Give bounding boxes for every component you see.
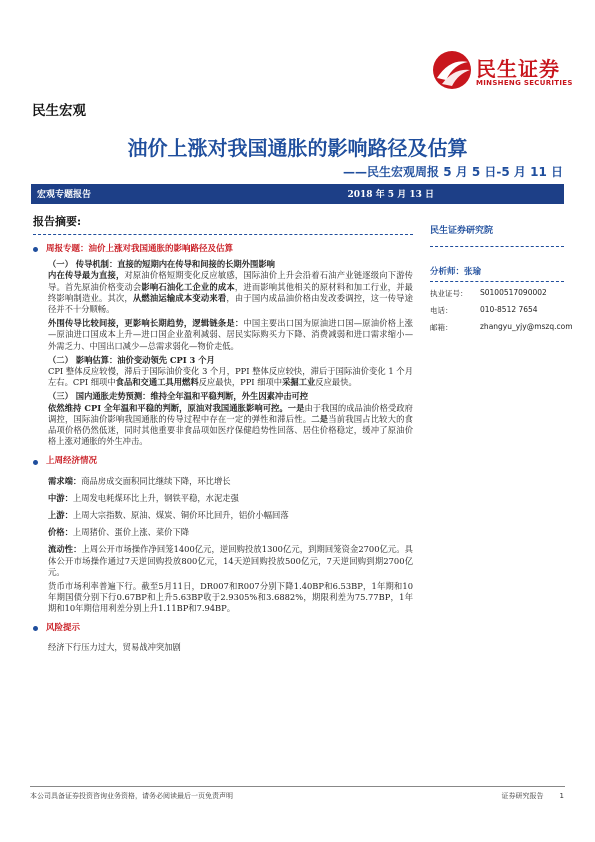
- econ-row-upstream: 上游：上周大宗指数、原油、煤炭、铜价环比回升，铝价小幅回落: [48, 510, 289, 521]
- report-type: 宏观专题报告: [37, 190, 92, 200]
- sidebar-divider: [430, 246, 564, 247]
- sidebar: [430, 223, 573, 333]
- main-content: [33, 244, 413, 656]
- brand-logo: [432, 50, 582, 98]
- econ-row-demand: 需求端：商品房成交面积同比继续下降，环比增长: [48, 475, 231, 486]
- section-economy: [33, 456, 413, 467]
- paragraph-forecast: 依然维持 CPI 全年温和平稳的判断，原油对我国通胀影响可控。一是由于我国的成品油价格受政府调控，国际油价影响我国通胀的传导过程中存在一定的弹性和滞后性。二是当前我国占比较大的食品项价格仍然低迷，同时其他重要非食品项如医疗保健趋势性回落、居住价格稳定，缓冲了原油价格上涨对通胀的外生冲击。: [48, 402, 413, 447]
- section-heading-prefix: 周报专题：: [46, 244, 89, 254]
- analyst-email[interactable]: 邮箱： zhangyu_yjy@mszq.com: [430, 322, 573, 332]
- analyst-license: 执业证号： S0100517090002: [430, 288, 547, 298]
- logo-text-cn: 民生证券: [476, 57, 560, 81]
- research-institute: 民生证券研究院: [430, 226, 494, 236]
- subheading-mechanism: （一） 传导机制：直接的短期内在传导和间接的长期外围影响: [48, 259, 275, 270]
- footer-doc-type: 证券研究报告: [501, 792, 544, 800]
- section-heading-text: 上周经济情况: [46, 456, 98, 467]
- paragraph-estimate: CPI 整体反应较慢，滞后于国际油价变化 3 个月，PPI 整体反应较快，滞后于国际油价变化 1 个月左右。CPI 细项中食品和交通工具用燃料反应最快，PPI 细项中采掘工业反应最快。: [48, 366, 413, 388]
- footer-divider: [30, 786, 565, 787]
- report-info-bar: [31, 184, 564, 204]
- logo-text-en: MINSHENG SECURITIES: [476, 79, 573, 87]
- paragraph-money-market: 货币市场利率普遍下行。截至5月11日，DR007和R007分别下降1.40BP和6.53BP，1年期和10年期国债分别下行0.67BP和上升5.63BP收于2.9305%和3.6882%，期限利差为75.77BP，1年期和10年期信用利差分别上升1.11BP和7.94BP。: [48, 581, 413, 614]
- section-risk: [33, 623, 413, 634]
- bullet-icon: [33, 626, 38, 631]
- minsheng-logo-icon: [432, 50, 472, 90]
- footer-disclaimer: 本公司具备证券投资咨询业务资格，请务必阅读最后一页免责声明: [30, 792, 233, 800]
- summary-label: 报告摘要:: [33, 215, 82, 228]
- paragraph-risk: 经济下行压力过大，贸易战冲突加剧: [48, 641, 181, 652]
- paragraph-liquidity: 流动性：上周公开市场操作净回笼1400亿元，逆回购投放1300亿元，到期回笼资金2700亿元。具体公开市场操作通过7天逆回购投放800亿元，14天逆回购投放500亿元，7天逆回购到期2700亿元。: [48, 544, 413, 577]
- econ-row-prices: 价格：上周猪价、蛋价上涨、菜价下降: [48, 527, 190, 538]
- footer-meta: [486, 791, 564, 801]
- report-date: 2018 年 5 月 13 日: [347, 190, 434, 200]
- bullet-icon: [33, 460, 38, 465]
- report-subtitle: ——民生宏观周报 5 月 5 日-5 月 11 日: [343, 165, 563, 179]
- page-number: 1: [559, 792, 564, 800]
- summary-divider: [33, 234, 413, 235]
- econ-row-midstream: 中游：上周发电耗煤环比上升，钢铁平稳，水泥走强: [48, 492, 239, 503]
- report-title: 油价上涨对我国通胀的影响路径及估算: [127, 136, 468, 160]
- section-heading-text: 风险提示: [46, 622, 81, 633]
- analyst-name: 分析师：张瑜: [430, 267, 482, 277]
- subheading-estimate: （二） 影响估算：油价变动领先 CPI 3 个月: [48, 354, 215, 365]
- paragraph-internal-transmission: 内在传导最为直接，对原油价格短期变化反应敏感，国际油价上升会沿着石油产业链逐级向下游传导。首先原油价格变动会影响石油化工企业的成本，进而影响其他相关的原材料和加工行业，并最终影响制造业。其次，从燃油运输成本变动来看，由于国内成品油价格由发改委调控，这一传导途径并不十分顺畅。: [48, 270, 413, 315]
- paragraph-external-transmission: 外围传导比较间接，更影响长期趋势，逻辑链条是：中国主要出口国为原油进口国—原油价格上涨—原油进口国成本上升—进口国企业盈利减弱、居民实际购买力下降、消费减弱和进口需求缩小—外需乏力、中国出口减少—总需求弱化—物价走低。: [48, 318, 413, 351]
- sidebar-divider: [430, 281, 564, 282]
- subheading-forecast: （三） 国内通胀走势预测：维持全年温和平稳判断，外生因素冲击可控: [48, 391, 309, 402]
- analyst-phone: 电话： 010-8512 7654: [430, 305, 538, 315]
- report-category: 民生宏观: [32, 103, 86, 119]
- section-weekly-topic: [33, 244, 413, 255]
- bullet-icon: [33, 247, 38, 252]
- section-heading-text: 油价上涨对我国通胀的影响路径及估算: [88, 244, 234, 254]
